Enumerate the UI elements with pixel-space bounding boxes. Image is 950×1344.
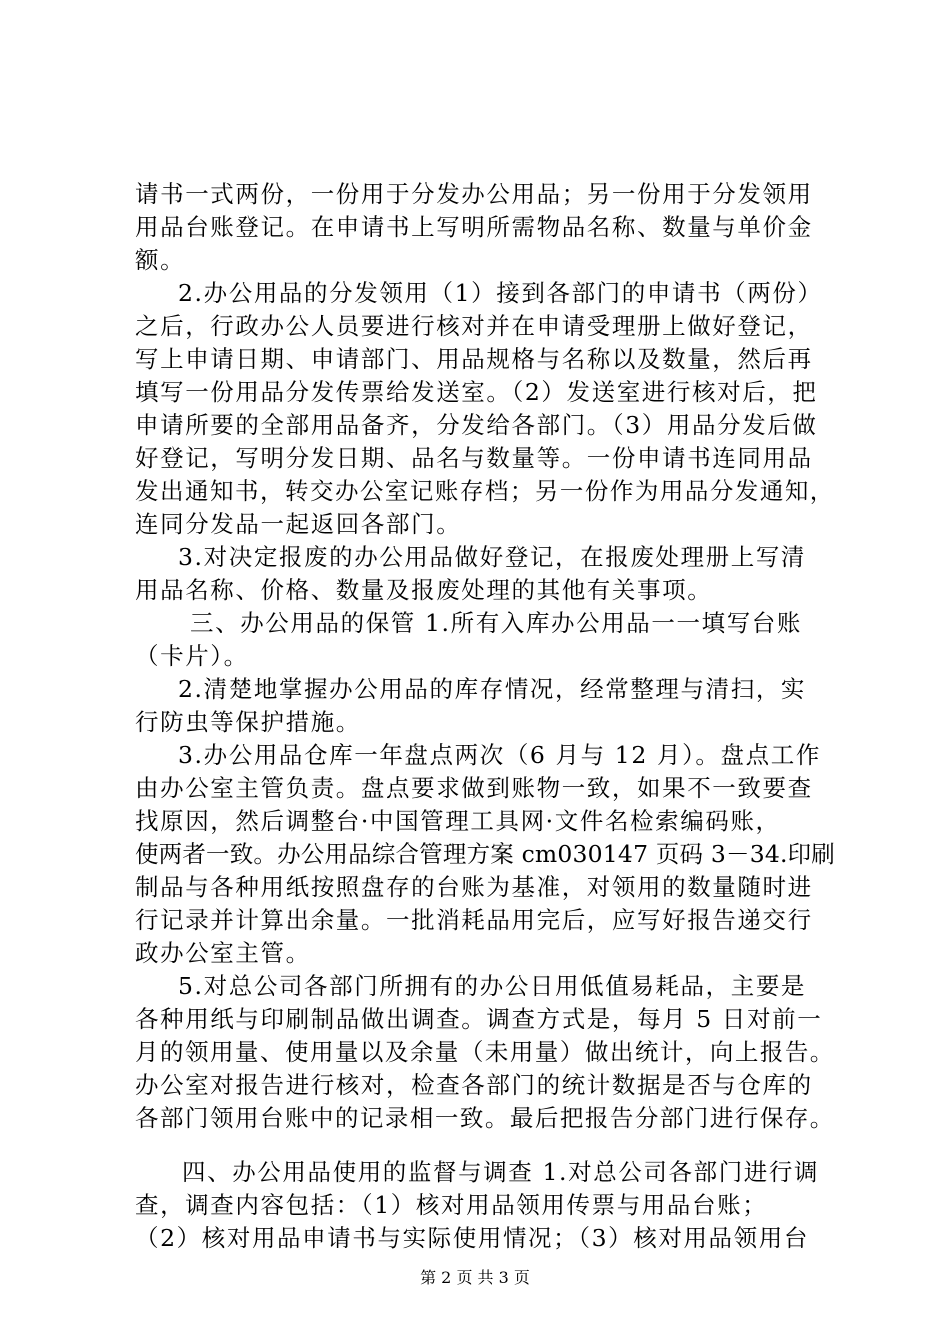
page-number-footer: 第 2 页 共 3 页 [420, 1268, 530, 1287]
body-text-line: （卡片）。 [135, 642, 249, 670]
body-text-line: 之后，行政办公人员要进行核对并在申请受理册上做好登记， [135, 312, 813, 340]
body-text-line: 使两者一致。办公用品综合管理方案 cm030147 页码 3－34.印刷 [135, 840, 835, 868]
body-text-line: 行防虫等保护措施。 [135, 708, 361, 736]
body-text-line: 找原因，然后调整台·中国管理工具网·文件名检索编码账， [135, 807, 781, 835]
body-text-line: 5.对总公司各部门所拥有的办公日用低值易耗品，主要是 [178, 972, 807, 1000]
body-text-line: 用品名称、价格、数量及报废处理的其他有关事项。 [135, 576, 713, 604]
section-heading-line: 四、办公用品使用的监督与调查 1.对总公司各部门进行调 [182, 1158, 820, 1186]
body-text-line: 好登记，写明分发日期、品名与数量等。一份申请书连同用品 [135, 444, 813, 472]
body-text-line: 申请所要的全部用品备齐，分发给各部门。（3）用品分发后做 [135, 411, 818, 439]
body-text-line: 查，调查内容包括：（1）核对用品领用传票与用品台账； [135, 1191, 768, 1219]
body-text-line: 2.清楚地掌握办公用品的库存情况，经常整理与清扫，实 [178, 675, 807, 703]
body-text-line: 2.办公用品的分发领用（1）接到各部门的申请书（两份） [178, 279, 823, 307]
body-text-line: 请书一式两份，一份用于分发办公用品；另一份用于分发领用 [135, 180, 813, 208]
body-text-line: 写上申请日期、申请部门、用品规格与名称以及数量，然后再 [135, 345, 813, 373]
body-text-line: 各种用纸与印刷制品做出调查。调查方式是，每月 5 日对前一 [135, 1005, 823, 1033]
body-text-line: 3.办公用品仓库一年盘点两次（6 月与 12 月）。盘点工作 [178, 741, 821, 769]
body-text-line: 由办公室主管负责。盘点要求做到账物一致，如果不一致要查 [135, 774, 813, 802]
body-text-line: 行记录并计算出余量。一批消耗品用完后，应写好报告递交行 [135, 906, 813, 934]
section-heading-line: 三、办公用品的保管 1.所有入库办公用品一一填写台账 [190, 609, 802, 637]
body-text-line: 用品台账登记。在申请书上写明所需物品名称、数量与单价金 [135, 213, 813, 241]
body-text-line: 制品与各种用纸按照盘存的台账为基准，对领用的数量随时进 [135, 873, 813, 901]
body-text-line: 办公室对报告进行核对，检查各部门的统计数据是否与仓库的 [135, 1071, 813, 1099]
body-text-line: 3.对决定报废的办公用品做好登记，在报废处理册上写清 [178, 543, 807, 571]
body-text-line: 各部门领用台账中的记录相一致。最后把报告分部门进行保存。 [135, 1104, 835, 1132]
body-text-line: 连同分发品一起返回各部门。 [135, 510, 462, 538]
body-text-line: 政办公室主管。 [135, 939, 311, 967]
body-text-line: 填写一份用品分发传票给发送室。（2）发送室进行核对后，把 [135, 378, 818, 406]
body-text-line: 月的领用量、使用量以及余量（未用量）做出统计，向上报告。 [135, 1038, 835, 1066]
body-text-line: （2）核对用品申请书与实际使用情况；（3）核对用品领用台 [135, 1224, 809, 1252]
body-text-line: 额。 [135, 246, 186, 274]
body-text-line: 发出通知书，转交办公室记账存档；另一份作为用品分发通知， [135, 477, 835, 505]
